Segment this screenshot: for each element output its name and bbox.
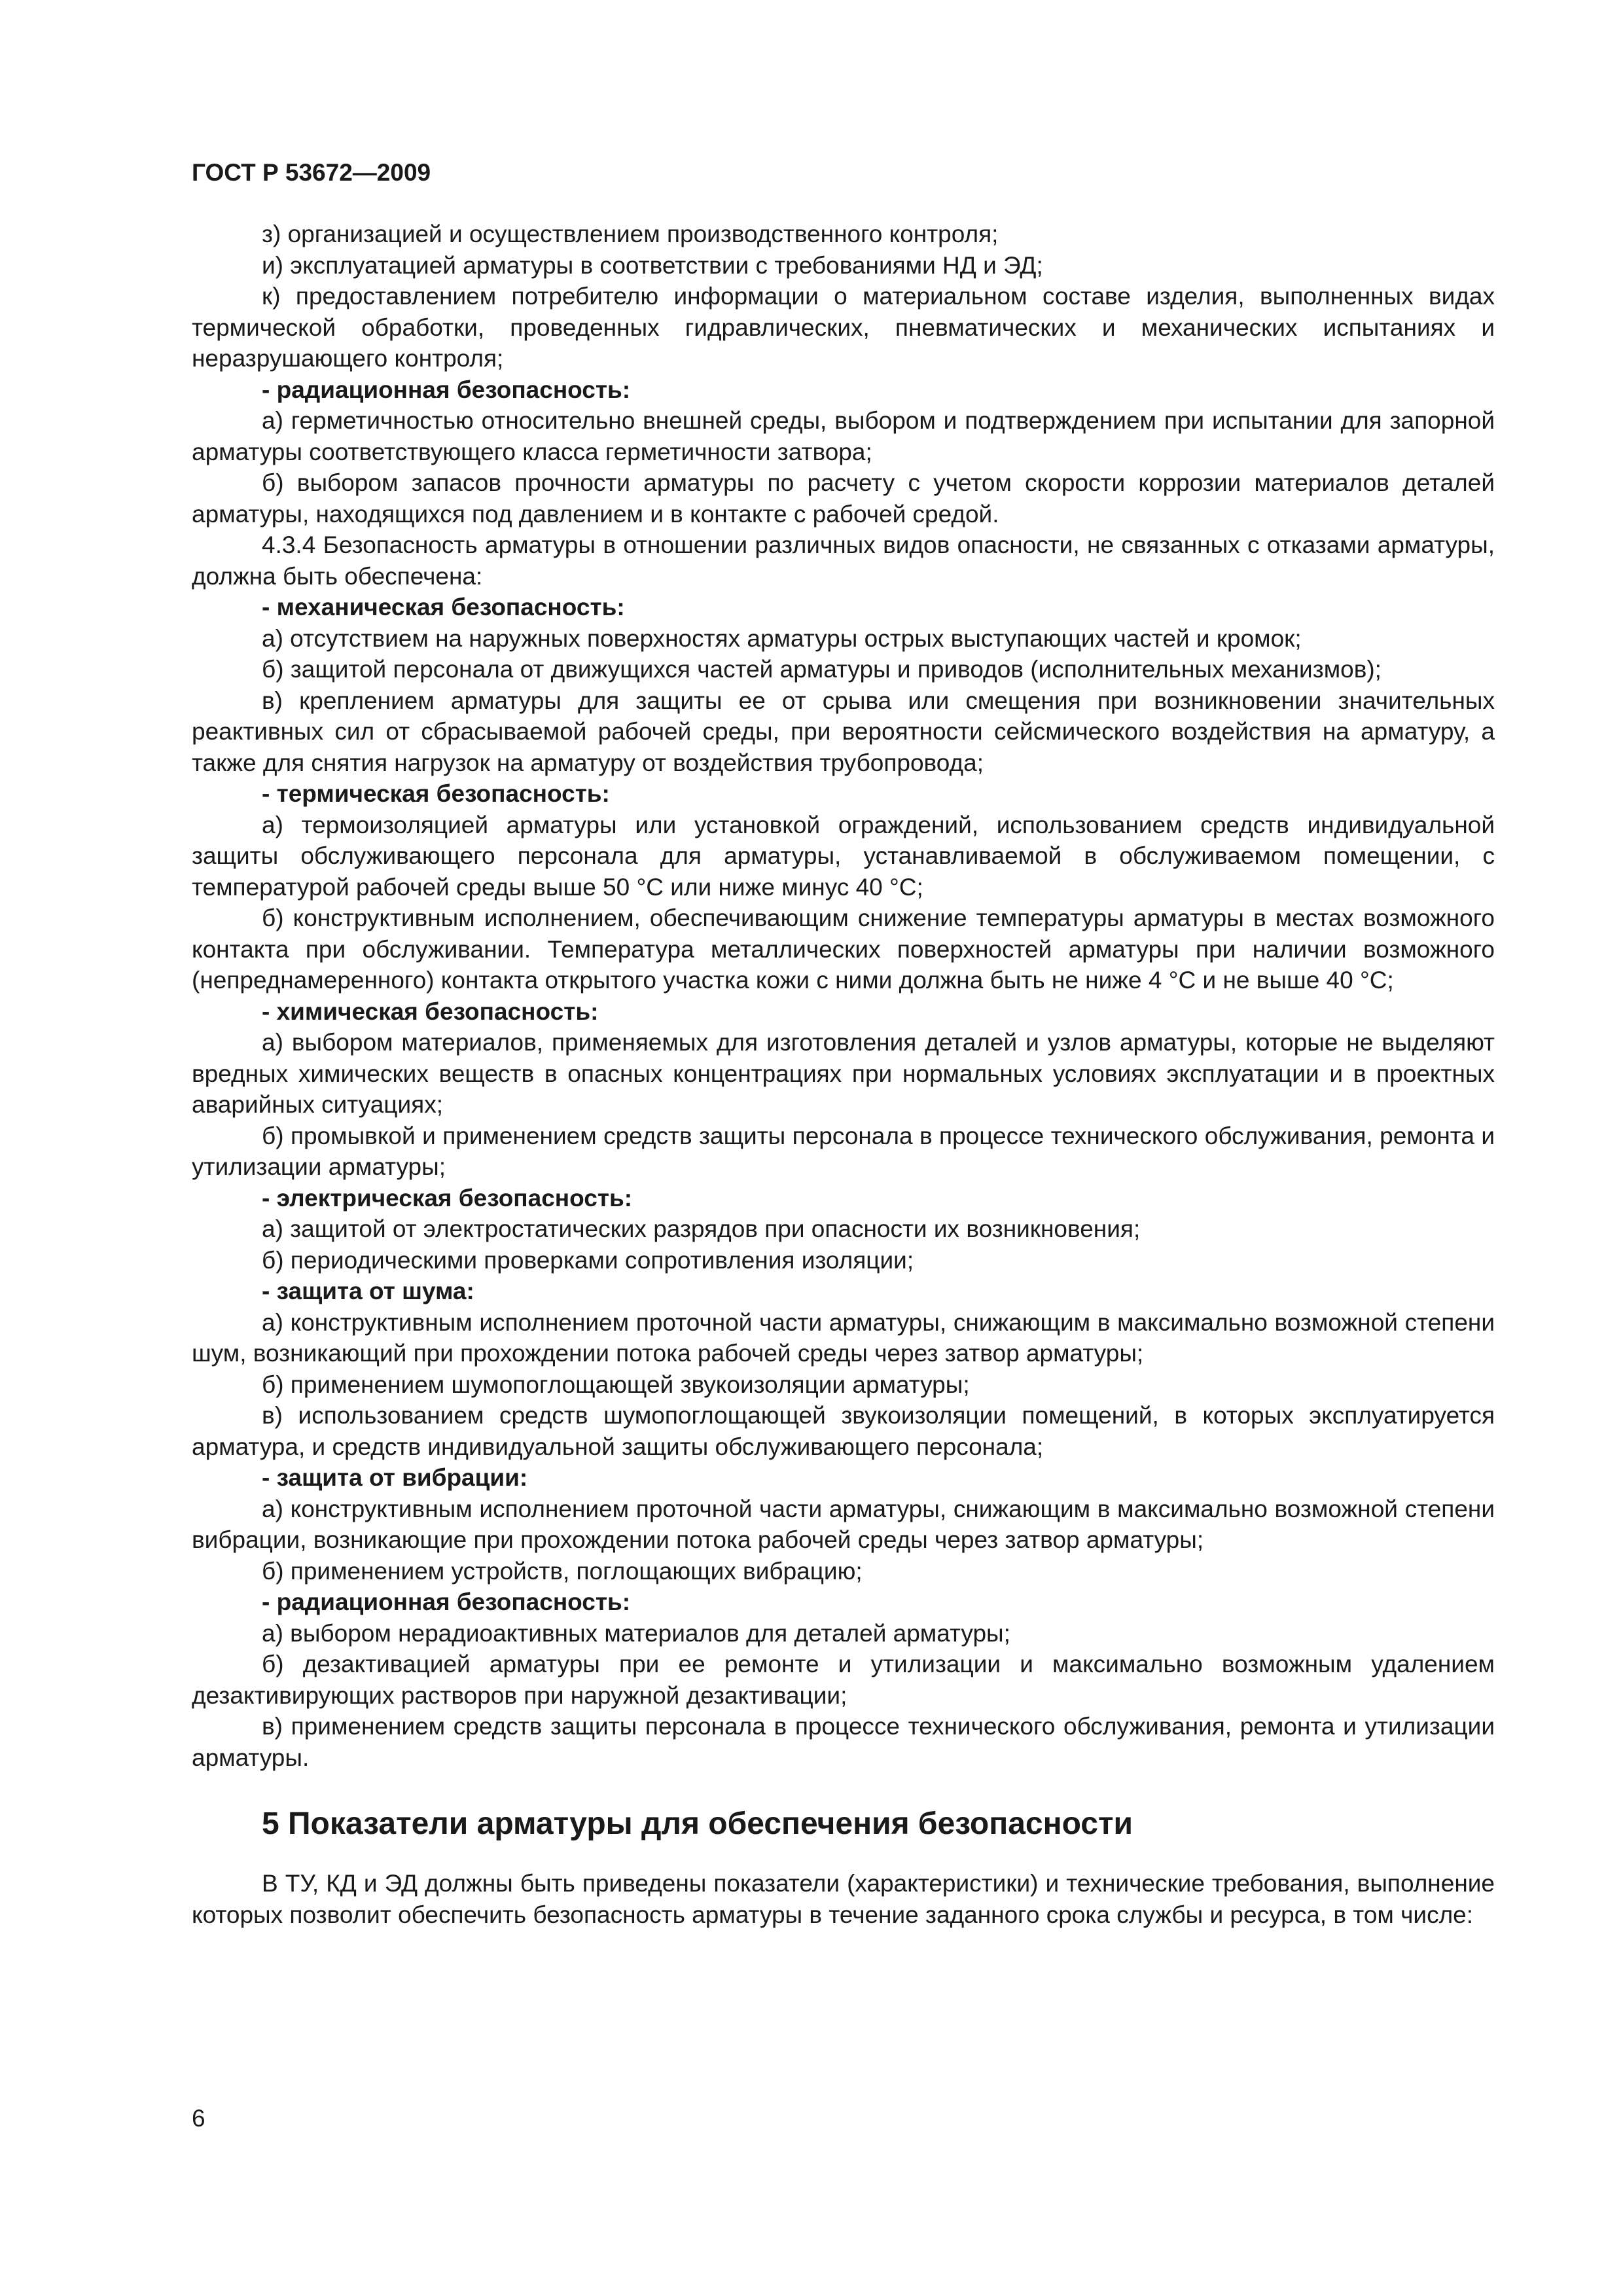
paragraph: в) креплением арматуры для защиты ее от срыва или смещения при возникновении значительных реактивных сил от сбрасываемой рабочей среды, при вероятности сейсмического воздействия на арматуру, а также для снятия нагрузок на арматуру от воздействия трубопровода; <box>192 687 1495 776</box>
paragraph: б) защитой персонала от движущихся частей арматуры и приводов (исполнительных механизмов); <box>262 656 1382 683</box>
paragraph: в) использованием средств шумопоглощающей звукоизоляции помещений, в которых эксплуатируется арматура, и средств индивидуальной защиты обслуживающего персонала; <box>192 1402 1495 1460</box>
section-title: 5 Показатели арматуры для обеспечения безопасности <box>262 1806 1133 1841</box>
section-4-3-continuation <box>192 219 1495 1773</box>
paragraph: В ТУ, КД и ЭД должны быть приведены показатели (характеристики) и технические требования, выполнение которых позволит обеспечить безопасность арматуры в течение заданного срока службы и ресурса, в том числе: <box>192 1870 1495 1928</box>
paragraph: а) выбором материалов, применяемых для изготовления деталей и узлов арматуры, которые не выделяют вредных химических веществ в опасных концентрациях при нормальных условиях эксплуатации и в проектных аварийных ситуациях; <box>192 1029 1495 1118</box>
paragraph: б) периодическими проверками сопротивления изоляции; <box>262 1246 914 1274</box>
section-5-body <box>192 1868 1495 1930</box>
paragraph: б) дезактивацией арматуры при ее ремонте и утилизации и максимально возможным удалением дезактивирующих растворов при наружной дезактивации; <box>192 1651 1495 1709</box>
document-header: ГОСТ Р 53672—2009 <box>192 159 431 186</box>
paragraph: б) применением шумопоглощающей звукоизоляции арматуры; <box>262 1371 970 1398</box>
paragraph: в) применением средств защиты персонала в процессе технического обслуживания, ремонта и утилизации арматуры. <box>192 1713 1495 1771</box>
document-body <box>192 219 1495 1930</box>
subheading: - защита от шума: <box>262 1278 474 1304</box>
paragraph: б) выбором запасов прочности арматуры по расчету с учетом скорости коррозии материалов деталей арматуры, находящихся под давлением и в контакте с рабочей средой. <box>192 469 1495 528</box>
paragraph: б) применением устройств, поглощающих вибрацию; <box>262 1557 863 1585</box>
paragraph: б) промывкой и применением средств защиты персонала в процессе технического обслуживания, ремонта и утилизации арматуры; <box>192 1122 1495 1180</box>
paragraph: а) герметичностью относительно внешней среды, выбором и подтверждением при испытании для запорной арматуры соответствующего класса герметичности затвора; <box>192 407 1495 465</box>
paragraph: а) отсутствием на наружных поверхностях арматуры острых выступающих частей и кромок; <box>262 624 1302 652</box>
paragraph: а) выбором нерадиоактивных материалов для деталей арматуры; <box>262 1619 1010 1647</box>
page-number: 6 <box>192 2105 205 2132</box>
paragraph: 4.3.4 Безопасность арматуры в отношении различных видов опасности, не связанных с отказами арматуры, должна быть обеспечена: <box>192 531 1495 590</box>
subheading: - радиационная безопасность: <box>262 376 631 403</box>
paragraph: а) термоизоляцией арматуры или установкой ограждений, использованием средств индивидуальной защиты обслуживающего персонала для арматуры, устанавливаемой в обслуживаемом помещении, с температурой рабочей среды выше 50 °С или ниже минус 40 °С; <box>192 811 1495 901</box>
paragraph: а) конструктивным исполнением проточной части арматуры, снижающим в максимально возможной степени шум, возникающий при прохождении потока рабочей среды через затвор арматуры; <box>192 1308 1495 1367</box>
paragraph: б) конструктивным исполнением, обеспечивающим снижение температуры арматуры в местах возможного контакта при обслуживании. Температура металлических поверхностей арматуры при наличии возможного (непреднамеренного) контакта открытого участка кожи с ними должна быть не ниже 4 °С и не выше 40 °С; <box>192 905 1495 994</box>
paragraph: и) эксплуатацией арматуры в соответствии с требованиями НД и ЭД; <box>262 251 1043 279</box>
subheading: - защита от вибрации: <box>262 1464 528 1491</box>
subheading: - химическая безопасность: <box>262 997 599 1025</box>
subheading: - радиационная безопасность: <box>262 1588 631 1615</box>
paragraph: к) предоставлением потребителю информации о материальном составе изделия, выполненных видах термической обработки, проведенных гидравлических, пневматических и механических испытаниях и неразрушающего контроля; <box>192 283 1495 372</box>
subheading: - термическая безопасность: <box>262 780 610 807</box>
paragraph: а) защитой от электростатических разрядов при опасности их возникновения; <box>262 1215 1141 1242</box>
paragraph: з) организацией и осуществлением производственного контроля; <box>262 221 999 247</box>
subheading: - механическая безопасность: <box>262 594 625 620</box>
paragraph: а) конструктивным исполнением проточной части арматуры, снижающим в максимально возможной степени вибрации, возникающие при прохождении потока рабочей среды через затвор арматуры; <box>192 1495 1495 1553</box>
subheading: - электрическая безопасность: <box>262 1184 633 1211</box>
